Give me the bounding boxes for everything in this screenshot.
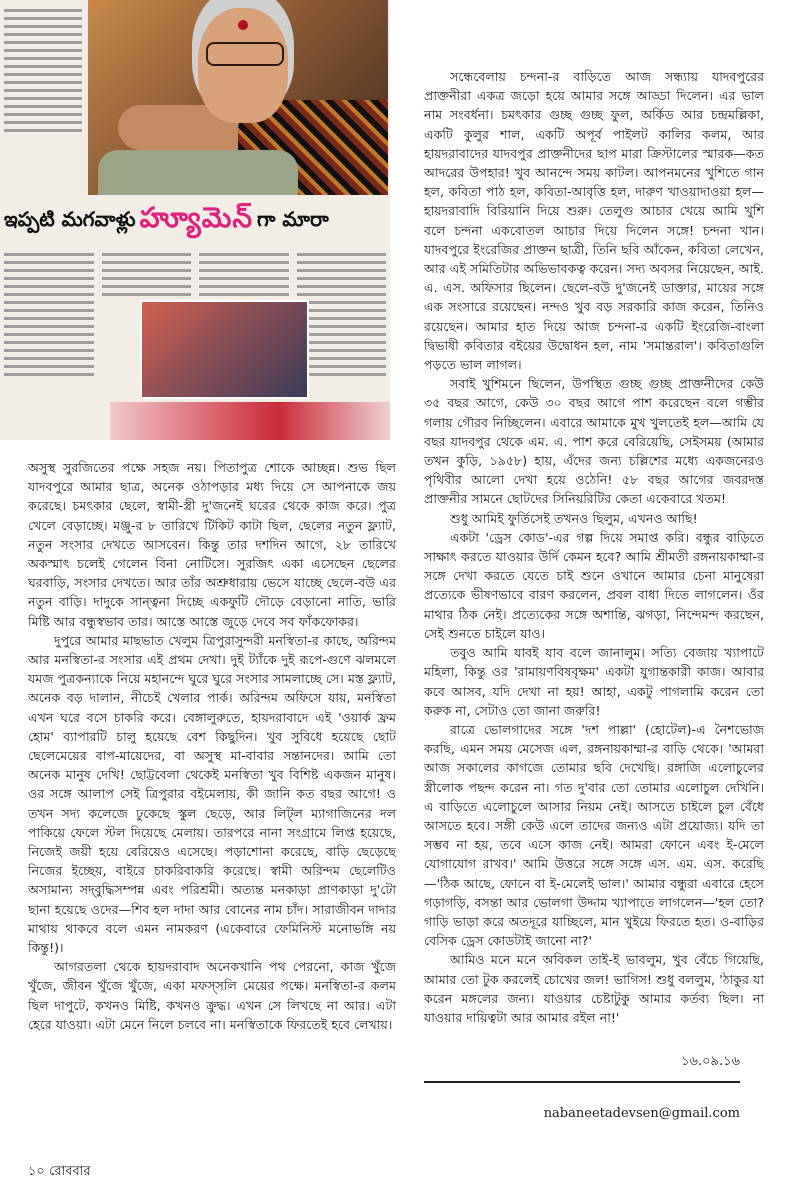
- page-folio: ১০ রোববার: [28, 1164, 91, 1179]
- paragraph: রাত্রে ভোলগাদের সঙ্গে 'দশ পাল্লা' (হোটেল)-এ নৈশভোজ করছি, এমন সময় মেসেজ এল, রঙ্গনায়কাম্মা-র বাড়ি থেকে। 'আমরা আজ সকালের কাগজে তোমার ছবি দেখেছি। রঙ্গাজি এলোচুলের স্ত্রীলোক পছন্দ করেন না। গত দু'বার তো তোমার এলোচুল দেখিনি। এ বাড়িতে এলোচুলে আসার নিয়ম নেই। আসতে চাইলে চুল বেঁধে আসতে হবে। সঙ্গী কেউ এলে তাদের জন্যও এটা প্রযোজ্য। যদি তা সম্ভব না হয়, তবে এসে কাজ নেই। আমরা ফোনে এবং ই-মেলে যোগাযোগ রাখব।' আমি উত্তরে সঙ্গে সঙ্গে এস. এম. এস. করেছি—'ঠিক আছে, ফোনে বা ই-মেলেই ভাল।' আমার বন্ধুরা এবারে হেসে গড়াগড়ি, বসন্তা আর ভোলগা উদ্দাম খ্যাপাতে লাগলেন—'হল তো? গাড়ি ভাড়া করে অতদূরে যাচ্ছিলে, মান খুইয়ে ফিরতে হত। ও-বাড়ির বেসিক ড্রেস কোডটাই জানো না?': [424, 721, 764, 949]
- article-date: ১৬.০৯.১৬: [681, 1054, 740, 1069]
- author-photo: [88, 0, 388, 195]
- paragraph: সন্ধেবেলায় চন্দনা-র বাড়িতে আজ সন্ধ্যায় যাদবপুরের প্রাক্তনীরা একত্র জড়ো হয়ে আমার সঙ্গে আড্ডা দিলেন। এর ভাল নাম সংবর্ধনা। চমৎকার গুচ্ছ গুচ্ছ ফুল, অর্কিড আর চন্দ্রমল্লিকা, একটি কুলুর শাল, একটি অপূর্ব পাইলট কালির কলম, আর হায়দরাবাদের যাদবপুর প্রাক্তনীদের ছাপ মারা ক্রিস্টালের স্মারক—কত আদরের উপহার! খুব আনন্দে সময় কাটল। আপনমনের খুশিতে গান হল, কবিতা পাঠ হল, কবিতা-আবৃত্তি হল, দারুণ খাওয়াদাওয়া হল—হায়দরাবাদি বিরিয়ানি দিয়ে শুরু। তেলুগু আচার খেয়ে আমি খুশি বলে চন্দনা একবোতল আচার দিয়ে দিলেন সঙ্গে! চন্দনা খান। যাদবপুরে ইংরেজির প্রাক্তন ছাত্রী, তিনি ছবি আঁকেন, কবিতা লেখেন, আর এই সমিতিটার অভিভাবকত্ব করেন। সদ্য অবসর নিয়েছেন, আই. এ. এস. অফিসার ছিলেন। ছেলে-বউ দু'জনেই ডাক্তার, মায়ের সঙ্গে এক সংসারে রয়েছেন। নন্দও খুব বড় সরকারি কাজ করেন, তিনিও রয়েছেন। আমার হাত দিয়ে আজ চন্দনা-র একটি ইংরেজি-বাংলা দ্বিভাষী কবিতার বইয়ের উদ্বোধন হল, নাম 'সমান্তরাল'। কবিতাগুলি পড়তে ভাল লাগল।: [424, 69, 764, 373]
- paragraph: আগরতলা থেকে হায়দরাবাদ অনেকখানি পথ পেরনো, কাজ খুঁজে খুঁজে, জীবন খুঁজে খুঁজে, একা মফস্‌সলি মেয়ের পক্ষে। মনস্বিতা-র কলম ছিল দাপুটে, কখনও মিষ্টি, কখনও ক্রুদ্ধ। এখন সে লিখছে না আর। এটা হেরে যাওয়া। এটা মেনে নিলে চলবে না। মনস্বিতাকে ফিরতেই হবে লেখায়।: [28, 959, 396, 1032]
- author-email[interactable]: nabaneetadevsen@gmail.com: [543, 1106, 740, 1121]
- paragraph: আমিও মনে মনে অবিকল তাই-ই ভাবলুম, খুব বেঁচে গিয়েছি, আমার তো টুক করলেই চোখের জল! ভাগিস! শুধু বললুম, 'ঠাকুর যা করেন মঙ্গলের জন্য। যাওয়ার চেষ্টাটুকু আমার কর্তব্য ছিল। না যাওয়ার দায়িত্বটা আর আমার রইল না!': [424, 952, 764, 1025]
- paragraph: সবাই খুশিমনে ছিলেন, উপস্থিত গুচ্ছ গুচ্ছ প্রাক্তনীদের কেউ ৩৫ বছর আগে, কেউ ৩০ বছর আগে পাশ করেছেন বলে গম্ভীর গলায় গৌরব নিচ্ছিলেন। এবারে আমাকে মুখ খুলতেই হল—আমি যে বছর যাদবপুর থেকে এম. এ. পাশ করে বেরিয়েছি, সেইসময় (আমার তখন কুড়ি, ১৯৫৮) হায়, এঁদের জন্য চল্লিশের মধ্যে একজনেরও পৃথিবীর আলো দেখা হয়ে ওঠেনি! ৫৮ বছর আগের জবরদস্ত প্রাক্তনীর সামনে ছোটদের সিনিয়রিটির কেতা একেবারে খতম!: [424, 376, 764, 507]
- left-text-column: [28, 458, 396, 1034]
- paragraph: দুপুরে আমার মাছভাত খেলুম ত্রিপুরাসুন্দরী মনস্বিতা-র কাছে, অরিন্দম আর মনস্বিতা-র সংসার এই প্রথম দেখা। দুই ট্যাঁকে দুই রূপে-গুণে ঝলমলে যমজ পুত্রকন্যাকে নিয়ে মহানন্দে ঘুরে ঘুরে সংসার সামলাচ্ছে সে। মস্ত ফ্ল্যাট, অনেক বড় দালান, নীচেই খেলার পার্ক। অরিন্দম অফিসে যায়, মনস্বিতা এখন ঘরে বসে চাকরি করে। বেঙ্গালুরুতে, হায়দরাবাদে এই 'ওয়ার্ক ফ্রম হোম' ব্যাপারটি চালু হয়েছে বেশ কিছুদিন। খুব সুবিধে হয়েছে ছোট ছেলেমেয়ের বাপ-মায়েদের, বা অসুস্থ মা-বাবার সন্তানদের। আমি তো অনেক মানুষ দেখি! ছোট্টবেলা থেকেই মনস্বিতা খুব বিশিষ্ট একজন মানুষ। ওর সঙ্গে আলাপ সেই ত্রিপুরার বইমেলায়, কী জানি কত বছর আগে! ও তখন সদ্য কলেজে ঢুকেছে স্কুল ছেড়ে, আর লিট্‌ল ম্যাগাজিনের দল পাকিয়ে ফেলে স্টল দিয়েছে মেলায়। তারপরে নানা সংগ্রামে লিপ্ত হয়েছে, নিজেই জয়ী হয়ে বেরিয়েও এসেছে। পড়াশোনা করেছে, বাড়ি ছেড়েছে নিজের ইচ্ছেয়, বাইরে চাকরিবাকরি করেছে। স্বামী অরিন্দম ছেলেটিও অসামান্য সদ্‌বুদ্ধিসম্পন্ন এবং পরিশ্রমী। অত্যন্ত মনকাড়া প্রাণকাড়া দু'টো ছানা হয়েছে ওদের—শিব হল দাদা আর বোনের নাম চাঁদ। সারাজীবন দাদার মাথায় থাকবে বলে এমন নামকরণ (একেবারে ফেমিনিস্ট মনোভঙ্গি নয় কিন্তু!)।: [28, 632, 396, 956]
- clipping-bottom-photo: [110, 402, 390, 440]
- clipping-inset-photo: [140, 300, 309, 399]
- clipping-side-text: [0, 0, 86, 195]
- clipping-headline-pre: ఇప్పటి మగవాళ్లు: [4, 206, 136, 231]
- divider: [424, 1081, 740, 1083]
- paragraph: তবুও আমি যাবই যাব বলে জানালুম। সত্যি বেজায় খ্যাপাটে মহিলা, কিন্তু ওর 'রামায়ণবিষবৃক্ষম' একটা যুগান্তকারী কাজ। আবার কবে আসব, যদি দেখা না হয়! আহা, একটু পাগলামি করেন তো করুক না, সেটাও তো জানা জরুরি!: [424, 645, 764, 718]
- paragraph: অসুস্থ সুরজিতের পক্ষে সহজ নয়। পিতাপুত্র শোকে আচ্ছন্ন। শুভ ছিল যাদবপুরে আমার ছাত্র, অনেক ওঠাপড়ার মধ্য দিয়ে সে আপনাকে জয় করেছে। চমৎকার ছেলে, স্বামী-স্ত্রী দু'জনেই ঘরের থেকে কাজ করে। পুত্র খেলে বেড়াচ্ছে। মঞ্জু-র ৮ তারিখে টিকিট কাটা ছিল, ছেলের নতুন ফ্ল্যাট, নতুন সংসার দেখতে আসবেন। কিন্তু তার দশদিন আগে, ২৮ তারিখে অকস্মাৎ চলেই গেলেন বিনা নোটিসে। সুরজিৎ একা এসেছেন ছেলের ঘরবাড়ি, সংসার দেখতে। আর তাঁর অশ্রুধারায় ভেসে যাচ্ছে ছেলে-বউ এর নতুন বাড়ি। দাদুকে সান্ত্বনা দিচ্ছে একফুটি দৌড়ে বেড়ানো নাতি, ভারি মিষ্টি আর বন্ধুস্বভাব তার। আস্তে আস্তে জুড়ে দেবে সব ফাঁকফোকর।: [28, 460, 396, 629]
- paragraph: একটা 'ড্রেস কোড'-এর গল্প দিয়ে সমাপ্ত করি। বন্ধুর বাড়িতে সাক্ষাৎ করতে যাওয়ার উর্দি কেমন হবে? আমি শ্রীমতী রঙ্গনায়কাম্মা-র সঙ্গে দেখা করতে যেতে চাই শুনে ওখানে আমার চেনা মানুষেরা প্রত্যেকে ভীষণভাবে বারণ করলেন, প্রবল বাধা দিতে লাগলেন। ওঁর মাথার ঠিক নেই। প্রত্যেকের সঙ্গে অশান্তি, ঝগড়া, নিন্দেমন্দ করছেন, সেই শুনতে চাইলে যাও।: [424, 529, 764, 641]
- right-text-column: [424, 67, 764, 1027]
- clipping-headline-highlight: హ్యూమెన్: [139, 201, 253, 234]
- clipping-headline-post: గా మారా: [256, 206, 329, 231]
- paragraph: শুধু আমিই ফুর্তিসেই তখনও ছিলুম, এখনও আছি!: [450, 510, 698, 526]
- clipping-headline: [0, 200, 390, 242]
- newspaper-clipping: [0, 0, 390, 440]
